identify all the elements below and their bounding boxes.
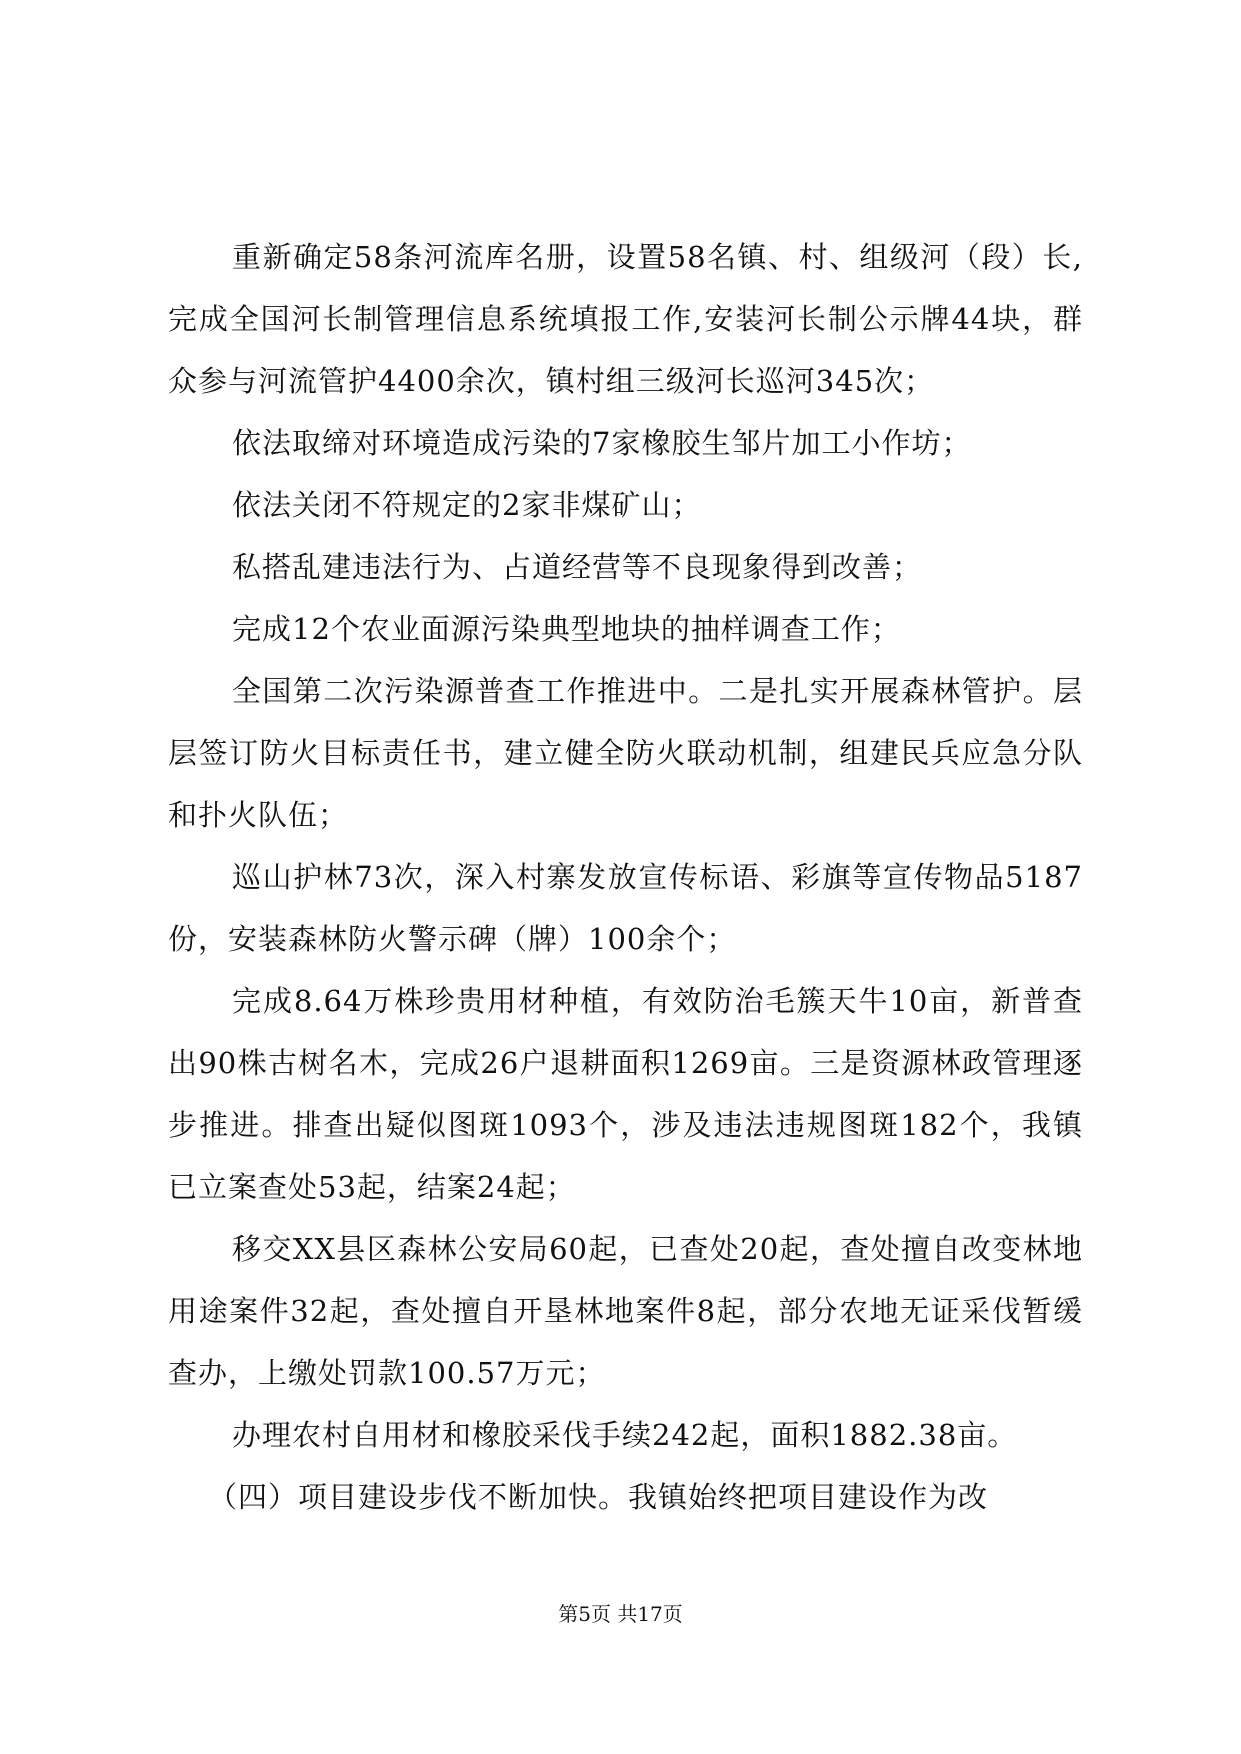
- paragraph-6: 全国第二次污染源普查工作推进中。二是扎实开展森林管护。层层签订防火目标责任书，建立健全防火联动机制，组建民兵应急分队和扑火队伍；: [168, 674, 1083, 832]
- paragraph-8: 完成8.64万株珍贵用材种植，有效防治毛簇天牛10亩，新普查出90株古树名木，完成26户退耕面积1269亩。三是资源林政管理逐步推进。排查出疑似图斑1093个，涉及违法违规图斑182个，我镇已立案查处53起，结案24起；: [168, 984, 1083, 1204]
- paragraph-11: （四）项目建设步伐不断加快。我镇始终把项目建设作为改: [208, 1480, 989, 1514]
- paragraph-4: 私搭乱建违法行为、占道经营等不良现象得到改善；: [232, 550, 923, 584]
- page-number-footer: 第5页 共17页: [558, 1602, 683, 1626]
- paragraph-2: 依法取缔对环境造成污染的7家橡胶生邹片加工小作坊；: [232, 426, 972, 460]
- paragraph-10: 办理农村自用材和橡胶采伐手续242起，面积1882.38亩。: [232, 1418, 1018, 1452]
- paragraph-3: 依法关闭不符规定的2家非煤矿山；: [232, 488, 702, 522]
- paragraph-1: 重新确定58条河流库名册，设置58名镇、村、组级河（段）长,完成全国河长制管理信息系统填报工作,安装河长制公示牌44块，群众参与河流管护4400余次，镇村组三级河长巡河345次；: [168, 240, 1083, 398]
- paragraph-7: 巡山护林73次，深入村寨发放宣传标语、彩旗等宣传物品5187份，安装森林防火警示碑（牌）100余个；: [168, 860, 1083, 956]
- document-body: [168, 226, 1083, 1528]
- paragraph-9: 移交XX县区森林公安局60起，已查处20起，查处擅自改变林地用途案件32起，查处擅自开垦林地案件8起，部分农地无证采伐暂缓查办，上缴处罚款100.57万元；: [168, 1232, 1083, 1390]
- paragraph-5: 完成12个农业面源污染典型地块的抽样调查工作；: [232, 612, 901, 646]
